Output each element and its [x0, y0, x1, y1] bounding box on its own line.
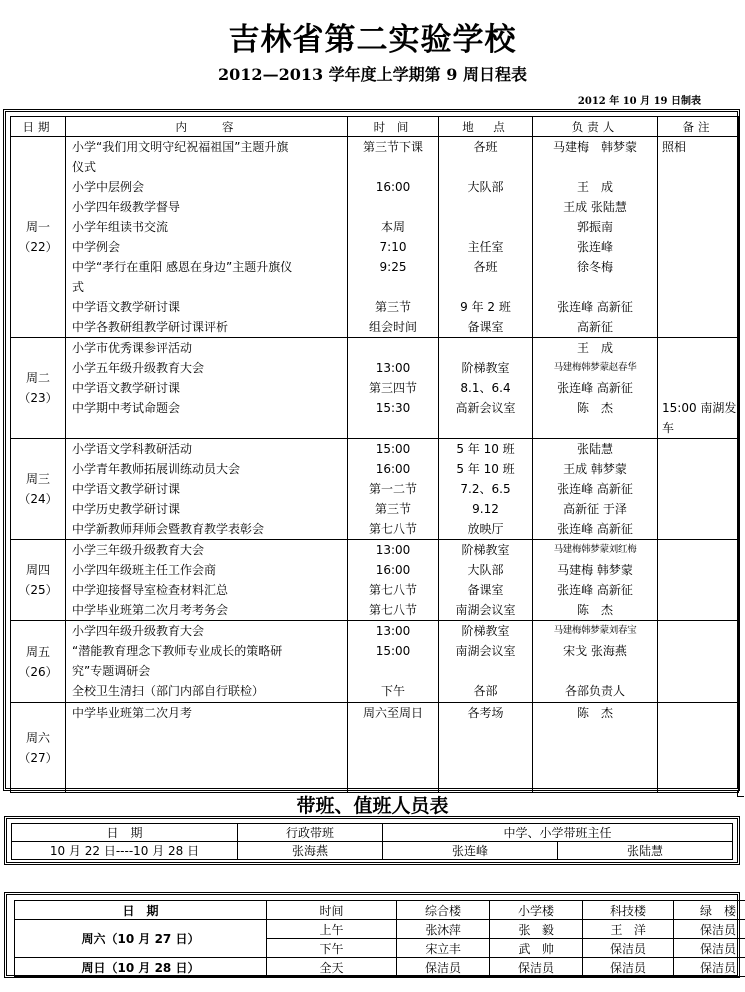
person-line: 陈 杰	[576, 706, 613, 720]
place-line: 备课室	[467, 583, 504, 597]
place-cell	[439, 439, 533, 540]
content-line: 中学毕业班第二次月考	[72, 706, 193, 720]
content-line: 小学中层例会	[72, 180, 145, 194]
place-line: 9 年 2 班	[460, 300, 511, 314]
day-date: （23）	[18, 391, 58, 405]
note-line	[658, 237, 738, 257]
day-row	[11, 621, 739, 703]
weekend-cell: 保洁员	[583, 958, 674, 977]
day-cell	[11, 137, 66, 338]
note-line	[658, 197, 738, 217]
content-line: 中学语文教学研讨课	[72, 482, 181, 496]
content-line: 小学三年级升级教育大会	[72, 543, 205, 557]
content-line: 小学四年级班主任工作会商	[72, 563, 217, 577]
day-cell	[11, 621, 66, 703]
note-line	[658, 600, 738, 620]
note-line	[658, 439, 738, 459]
weekend-header-time: 时间	[267, 901, 397, 920]
note-cell	[658, 137, 739, 338]
person-line: 徐冬梅	[576, 260, 613, 274]
content-line: 小学五年级升级教育大会	[72, 361, 205, 375]
weekend-cell: 保洁员	[674, 958, 745, 977]
duty-header-row	[12, 824, 733, 842]
content-line: 中学各教研组教学研讨课评析	[72, 320, 229, 334]
duty-header-date: 日 期	[12, 824, 238, 842]
place-line	[439, 157, 532, 177]
day-cell	[11, 703, 66, 793]
content-line: 中学迎接督导室检查材料汇总	[72, 583, 229, 597]
time-cell	[348, 621, 439, 703]
day-name: 周五	[25, 644, 50, 659]
header-place: 地 点	[439, 117, 533, 137]
place-line: 9.12	[472, 502, 499, 516]
time-line	[348, 277, 438, 297]
place-cell	[439, 703, 533, 793]
time-line: 第七八节	[368, 522, 417, 536]
duty-header-teachers: 中学、小学带班主任	[383, 824, 733, 842]
time-line	[348, 338, 438, 358]
person-line	[533, 277, 657, 297]
person-line: 张连峰 高新征	[557, 482, 633, 496]
weekend-cell: 上午	[267, 920, 397, 939]
time-cell	[348, 338, 439, 439]
note-line	[658, 459, 738, 479]
person-line: 高新征 于泽	[563, 502, 627, 516]
weekend-sun-label: 周日（10 月 28 日）	[15, 958, 267, 977]
time-line: 第七八节	[368, 603, 417, 617]
person-line: 王成 韩梦蒙	[563, 462, 627, 476]
note-line	[658, 217, 738, 237]
content-cell	[66, 439, 348, 540]
person-line: 陈 杰	[576, 603, 613, 617]
content-line: 小学四年级教学督导	[72, 200, 181, 214]
note-line: 照相	[662, 140, 687, 154]
weekend-cell: 全天	[267, 958, 397, 977]
duty-frame	[4, 816, 740, 865]
time-line	[348, 661, 438, 681]
time-line: 本周	[380, 220, 405, 234]
person-line: 高新征	[576, 320, 613, 334]
note-line: 15:00 南湖发	[662, 401, 737, 415]
content-cell	[66, 137, 348, 338]
place-cell	[439, 137, 533, 338]
place-line: 8.1、6.4	[460, 381, 511, 395]
weekend-cell: 保洁员	[397, 958, 490, 977]
person-line: 王 成	[576, 180, 613, 194]
person-line: 马建梅韩梦蒙刘春宝	[553, 625, 637, 636]
place-line: 各考场	[467, 706, 504, 720]
person-line: 郭振南	[576, 220, 613, 234]
time-line: 16:00	[375, 563, 411, 577]
person-line: 王 成	[576, 341, 613, 355]
person-cell	[533, 540, 658, 621]
weekend-header-lv: 绿 楼	[674, 901, 745, 920]
place-line	[439, 418, 532, 438]
content-line: 小学语文学科教研活动	[72, 442, 193, 456]
day-name: 周二	[25, 371, 50, 385]
content-line: 小学四年级升级教育大会	[72, 624, 205, 638]
time-line: 第三四节	[368, 381, 417, 395]
weekend-header-xiaoxue: 小学楼	[490, 901, 583, 920]
person-line: 张连峰 高新征	[557, 381, 633, 395]
person-cell	[533, 338, 658, 439]
place-line: 高新会议室	[455, 401, 516, 415]
person-line: 张连峰 高新征	[557, 583, 633, 597]
content-line: 中学期中考试命题会	[72, 401, 181, 415]
note-cell	[658, 703, 739, 793]
note-cell	[658, 540, 739, 621]
person-line: 张连峰 高新征	[557, 300, 633, 314]
person-line	[533, 157, 657, 177]
page-title: 吉林省第二实验学校	[228, 22, 517, 58]
duty-primary-teacher: 张陆慧	[558, 842, 733, 860]
content-line: 小学“我们用文明守纪祝福祖国”主题升旗	[72, 140, 289, 154]
place-line: 阶梯教室	[461, 543, 510, 557]
person-line: 陈 杰	[576, 401, 613, 415]
time-line: 第三节	[374, 502, 411, 516]
time-line: 13:00	[375, 624, 411, 638]
place-line	[439, 661, 532, 681]
note-line	[658, 177, 738, 197]
note-line	[658, 519, 738, 539]
note-line	[658, 157, 738, 177]
content-line: 中学“孝行在重阳 感恩在身边”主题升旗仪	[72, 260, 293, 274]
note-line	[658, 338, 738, 358]
note-line	[658, 703, 738, 723]
day-row	[11, 540, 739, 621]
header-person: 负责人	[533, 117, 658, 137]
content-line: 中学新教师拜师会暨教育教学表彰会	[72, 522, 265, 536]
day-cell	[11, 338, 66, 439]
content-line: 全校卫生清扫（部门内部自行联检）	[72, 684, 265, 698]
place-line	[439, 338, 532, 358]
content-line: 中学毕业班第二次月考考务会	[72, 603, 229, 617]
place-line: 各部	[473, 684, 498, 698]
made-date: 2012 年 10 月 19 日制表	[577, 96, 701, 107]
person-line: 马建梅韩梦蒙刘红梅	[553, 544, 637, 555]
weekend-frame	[4, 892, 740, 978]
weekend-cell: 张沐萍	[397, 920, 490, 939]
place-line: 7.2、6.5	[460, 482, 511, 496]
day-date: （24）	[18, 492, 58, 506]
place-line: 南湖会议室	[455, 603, 516, 617]
time-line: 16:00	[375, 462, 411, 476]
weekend-cell: 张 毅	[490, 920, 583, 939]
person-line: 张连峰 高新征	[557, 522, 633, 536]
header-date: 日期	[11, 117, 66, 137]
note-line	[658, 257, 738, 277]
time-line: 16:00	[375, 180, 411, 194]
time-cell	[348, 439, 439, 540]
content-line	[66, 418, 347, 438]
time-line	[348, 157, 438, 177]
person-line: 宋戈 张海燕	[563, 644, 627, 658]
day-name: 周三	[25, 472, 50, 486]
place-line: 备课室	[467, 320, 504, 334]
time-line: 13:00	[375, 361, 411, 375]
time-cell	[348, 540, 439, 621]
note-line	[658, 358, 738, 378]
time-line: 15:00	[375, 644, 411, 658]
day-date: （22）	[18, 240, 58, 254]
duty-header-admin: 行政带班	[238, 824, 383, 842]
time-line: 组会时间	[368, 320, 417, 334]
weekend-cell: 下午	[267, 939, 397, 958]
time-line: 7:10	[379, 240, 407, 254]
weekend-row-sun	[15, 958, 745, 977]
schedule-frame	[3, 109, 740, 791]
header-content: 内 容	[66, 117, 348, 137]
time-line: 第七八节	[368, 583, 417, 597]
day-cell	[11, 439, 66, 540]
note-line	[658, 317, 738, 337]
person-line: 马建梅 韩梦蒙	[552, 140, 637, 154]
content-line: 中学语文教学研讨课	[72, 381, 181, 395]
note-cell	[658, 439, 739, 540]
day-name: 周四	[25, 563, 50, 577]
note-cell	[658, 338, 739, 439]
time-line: 15:00	[375, 442, 411, 456]
content-line: 究”专题调研会	[72, 664, 151, 678]
place-line: 放映厅	[467, 522, 504, 536]
weekend-cell: 宋立丰	[397, 939, 490, 958]
place-line: 南湖会议室	[455, 644, 516, 658]
place-line: 5 年 10 班	[456, 442, 515, 456]
weekend-table	[14, 900, 745, 977]
weekend-cell: 保洁员	[490, 958, 583, 977]
person-line	[533, 418, 657, 438]
weekend-sat-label: 周六（10 月 27 日）	[15, 920, 267, 958]
place-line: 阶梯教室	[461, 624, 510, 638]
person-cell	[533, 621, 658, 703]
note-line: 车	[662, 421, 675, 435]
place-line: 各班	[473, 140, 498, 154]
content-line: 小学市优秀课参评活动	[72, 341, 193, 355]
note-line	[658, 641, 738, 661]
note-cell	[658, 621, 739, 703]
time-line: 周六至周日	[362, 706, 423, 720]
time-cell	[348, 703, 439, 793]
place-line: 大队部	[467, 180, 504, 194]
weekend-row-sat-am	[15, 920, 745, 939]
content-line: “潜能教育理念下教师专业成长的策略研	[72, 644, 283, 658]
day-cell	[11, 540, 66, 621]
content-cell	[66, 621, 348, 703]
day-name: 周一	[25, 220, 50, 234]
schedule-body	[11, 137, 739, 793]
note-line	[658, 681, 738, 701]
place-line: 各班	[473, 260, 498, 274]
person-line	[533, 661, 657, 681]
weekend-header-keji: 科技楼	[583, 901, 674, 920]
weekend-cell: 保洁员	[583, 939, 674, 958]
place-line: 主任室	[467, 240, 504, 254]
place-line	[439, 197, 532, 217]
content-line: 中学历史教学研讨课	[72, 502, 181, 516]
time-line	[348, 197, 438, 217]
place-line: 5 年 10 班	[456, 462, 515, 476]
day-row	[11, 703, 739, 793]
note-line	[658, 378, 738, 398]
place-cell	[439, 540, 533, 621]
content-line: 中学例会	[72, 240, 121, 254]
note-line	[658, 661, 738, 681]
place-line: 阶梯教室	[461, 361, 510, 375]
person-line: 马建梅韩梦蒙赵春华	[553, 362, 637, 373]
place-line: 大队部	[467, 563, 504, 577]
day-date: （27）	[18, 750, 58, 765]
duty-section-title: 带班、值班人员表	[296, 795, 449, 817]
person-cell	[533, 137, 658, 338]
duty-row	[12, 842, 733, 860]
content-line: 仪式	[72, 160, 97, 174]
time-line: 第一二节	[368, 482, 417, 496]
time-line: 13:00	[375, 543, 411, 557]
person-line: 各部负责人	[564, 684, 625, 698]
schedule-header-row	[11, 117, 739, 137]
person-line: 马建梅 韩梦蒙	[557, 563, 633, 577]
place-line	[439, 217, 532, 237]
person-cell	[533, 703, 658, 793]
note-line	[658, 499, 738, 519]
duty-middle-teacher: 张连峰	[383, 842, 558, 860]
time-line	[348, 418, 438, 438]
note-line	[658, 560, 738, 580]
day-row	[11, 439, 739, 540]
person-line: 王成 张陆慧	[563, 200, 627, 214]
header-time: 时 间	[348, 117, 439, 137]
day-row	[11, 137, 739, 338]
duty-table	[11, 823, 733, 860]
note-line	[658, 277, 738, 297]
weekend-cell: 保洁员	[674, 920, 745, 939]
day-name: 周六	[25, 730, 50, 745]
weekend-cell: 武 帅	[490, 939, 583, 958]
content-cell	[66, 338, 348, 439]
time-line: 下午	[380, 684, 405, 698]
content-line: 中学语文教学研讨课	[72, 300, 181, 314]
content-line: 式	[72, 280, 85, 294]
content-cell	[66, 703, 348, 793]
time-line: 第三节	[374, 300, 411, 314]
time-line: 第三节下课	[362, 140, 423, 154]
weekend-header-date: 日 期	[15, 901, 267, 920]
time-cell	[348, 137, 439, 338]
time-line: 9:25	[379, 260, 407, 274]
weekend-header-zonghe: 综合楼	[397, 901, 490, 920]
content-line: 小学青年教师拓展训练动员大会	[72, 462, 241, 476]
note-line	[658, 580, 738, 600]
place-line	[439, 277, 532, 297]
day-date: （26）	[18, 664, 58, 679]
weekend-cell: 王 洋	[583, 920, 674, 939]
time-line: 15:30	[375, 401, 411, 415]
person-line: 张连峰	[576, 240, 613, 254]
duty-admin: 张海燕	[238, 842, 383, 860]
header-notes: 备注	[658, 117, 739, 137]
note-line	[658, 479, 738, 499]
note-line	[658, 297, 738, 317]
content-cell	[66, 540, 348, 621]
person-line: 张陆慧	[576, 442, 613, 456]
weekend-header-row	[15, 901, 745, 920]
note-line	[658, 540, 738, 560]
place-cell	[439, 338, 533, 439]
place-cell	[439, 621, 533, 703]
day-date: （25）	[18, 583, 58, 597]
duty-date: 10 月 22 日----10 月 28 日	[12, 842, 238, 860]
schedule-table	[10, 116, 739, 793]
note-line	[658, 621, 738, 641]
content-line: 小学年组读书交流	[72, 220, 169, 234]
weekend-cell: 保洁员	[674, 939, 745, 958]
day-row	[11, 338, 739, 439]
person-cell	[533, 439, 658, 540]
page-subtitle: 2012—2013 学年度上学期第 9 周日程表	[218, 65, 527, 84]
